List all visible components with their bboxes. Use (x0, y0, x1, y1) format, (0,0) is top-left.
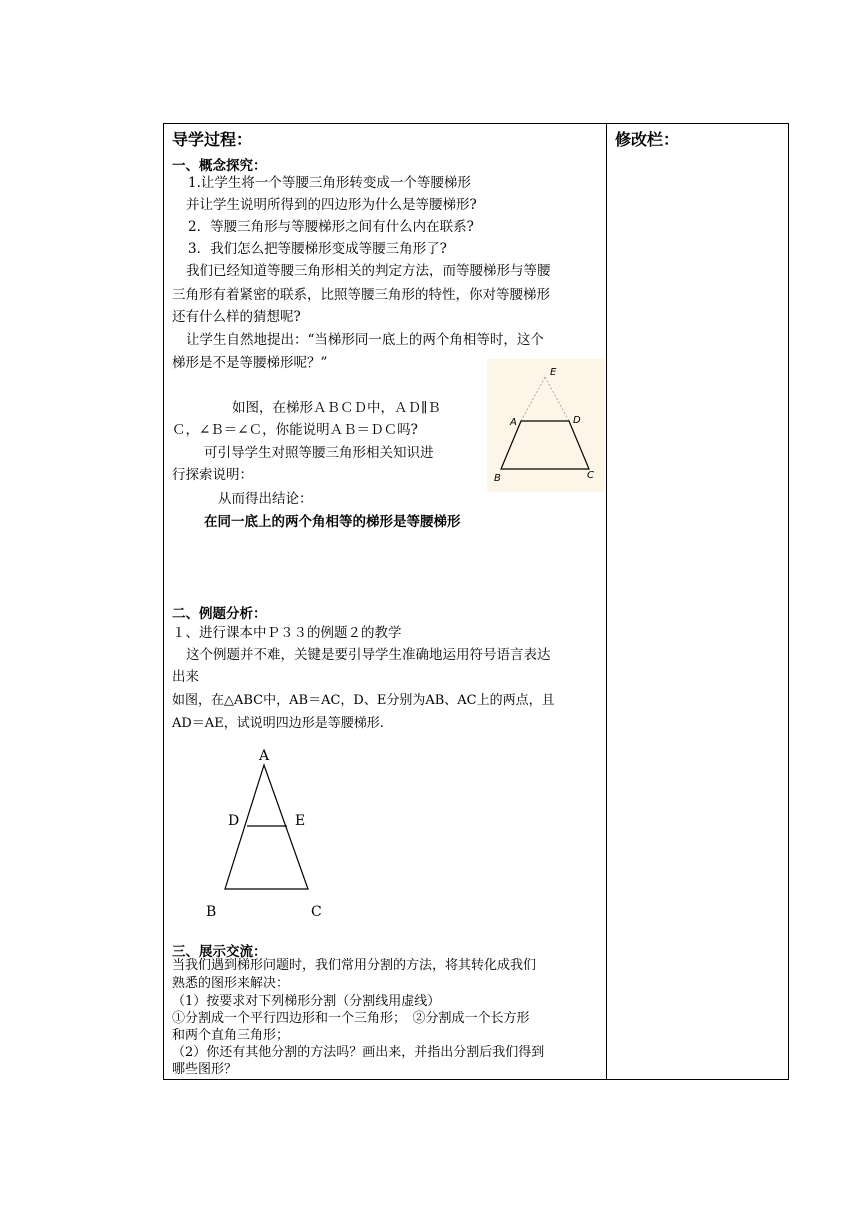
section3-line: 哪些图形？ (172, 1062, 238, 1077)
point-label-b: B (494, 473, 501, 484)
conclusion-text: 在同一底上的两个角相等的梯形是等腰梯形 (204, 514, 461, 530)
section1-title: 一、概念探究： (172, 158, 267, 174)
section1-line: 还有什么样的猜想呢? (172, 309, 301, 325)
section3-line: （1）按要求对下列梯形分割（分割线用虚线） (172, 994, 441, 1009)
revision-column-title: 修改栏： (615, 130, 680, 149)
point-label-d: D (573, 415, 581, 426)
point-label-e: E (295, 813, 306, 829)
section1-line: 三角形有着紧密的联系，比照等腰三角形的特性，你对等腰梯形 (172, 287, 550, 303)
point-label-c: C (311, 904, 322, 920)
point-label-e: E (550, 367, 557, 378)
section2-line: AD＝AE，试说明四边形是等腰梯形. (172, 716, 384, 731)
section3-line: ①分割成一个平行四边形和一个三角形； ②分割成一个长方形 (172, 1011, 530, 1026)
guide-process-title: 导学过程： (172, 130, 253, 149)
section1-line: 3．我们怎么把等腰梯形变成等腰三角形了? (188, 241, 447, 257)
section1-line: 行探索说明： (172, 467, 253, 483)
section3-line: 熟悉的图形来解决： (172, 976, 290, 991)
section3-line: 当我们遇到梯形问题时，我们常用分割的方法，将其转化成我们 (172, 958, 537, 973)
section2-line: １、进行课本中Ｐ３３的例题２的教学 (172, 625, 402, 641)
triangle-figure (204, 748, 344, 923)
point-label-d: D (228, 813, 240, 829)
section3-line: 和两个直角三角形； (172, 1028, 290, 1043)
section1-line: 从而得出结论： (218, 491, 313, 507)
section1-line: 让学生自然地提出：“当梯形同一底上的两个角相等时，这个 (186, 332, 544, 348)
lesson-table (163, 123, 789, 1080)
section1-line: 可引导学生对照等腰三角形相关知识进 (204, 445, 434, 461)
point-label-a: A (510, 417, 517, 428)
section1-line: 并让学生说明所得到的四边形为什么是等腰梯形? (186, 197, 477, 213)
section3-title: 三、展示交流： (172, 944, 267, 960)
point-label-a: A (259, 748, 270, 764)
trapezoid-figure (487, 359, 605, 492)
column-divider (606, 124, 607, 1079)
section2-line: 如图，在△ABC中，AB＝AC，D、E分别为AB、AC上的两点，且 (172, 693, 555, 708)
section2-line: 这个例题并不难，关键是要引导学生准确地运用符号语言表达 (186, 647, 551, 663)
section1-line: Ｃ，∠Ｂ＝∠Ｃ，你能说明ＡＢ＝ＤＣ吗? (172, 422, 418, 438)
section1-line: 1.让学生将一个等腰三角形转变成一个等腰梯形 (188, 175, 471, 191)
section1-line: 如图，在梯形ＡＢＣＤ中，ＡＤ∥Ｂ (232, 400, 441, 416)
section2-title: 二、例题分析： (172, 606, 267, 622)
section3-line: （2）你还有其他分割的方法吗？画出来，并指出分割后我们得到 (172, 1045, 545, 1060)
point-label-c: C (587, 470, 594, 481)
point-label-b: B (206, 904, 217, 920)
section2-line: 出来 (172, 669, 199, 685)
section1-line: 我们已经知道等腰三角形相关的判定方法，而等腰梯形与等腰 (186, 263, 551, 279)
section1-line: 2．等腰三角形与等腰梯形之间有什么内在联系? (188, 219, 474, 235)
section1-line: 梯形是不是等腰梯形呢？” (172, 355, 328, 371)
